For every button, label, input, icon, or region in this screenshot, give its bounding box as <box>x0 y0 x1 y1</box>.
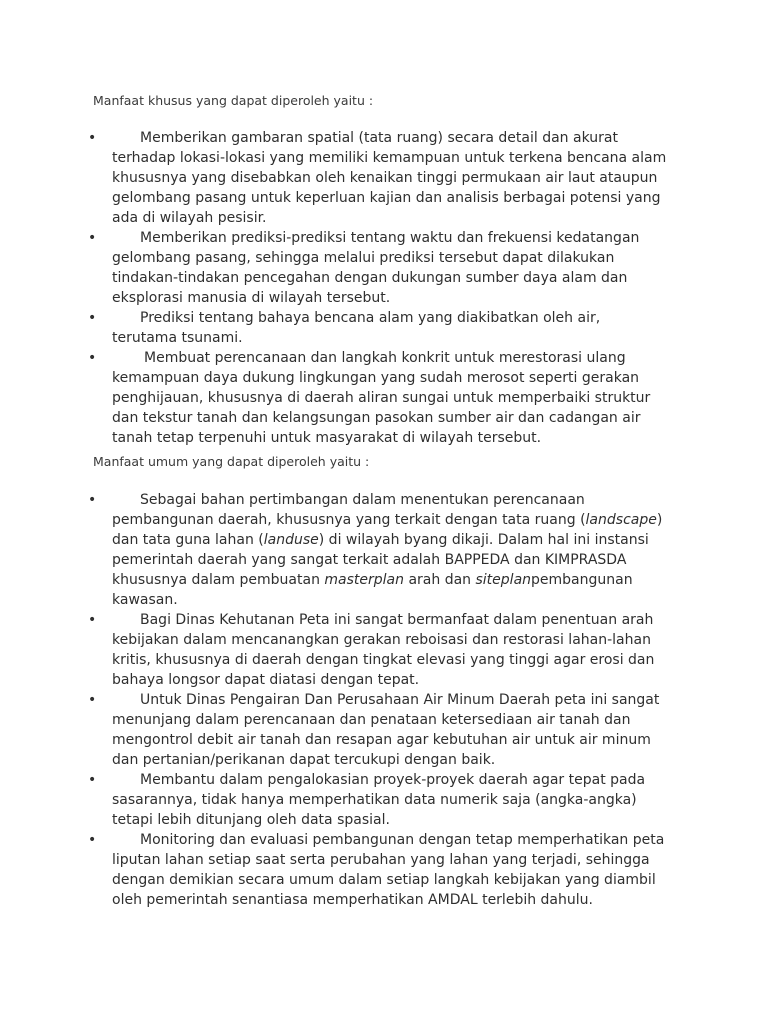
list-item-line: liputan lahan setiap saat serta perubahan yang lahan yang terjadi, sehingga <box>112 852 650 868</box>
italic-term: masterplan <box>324 572 405 588</box>
bullet-icon: • <box>88 350 97 366</box>
list-item-line: khususnya dalam pembuatan masterplan arah dan siteplanpembangunan <box>112 572 633 588</box>
list-item-line: kebijakan dalam mencanangkan gerakan reboisasi dan restorasi lahan-lahan <box>112 632 651 648</box>
italic-term: siteplan <box>475 572 532 588</box>
list-item-line: Memberikan gambaran spatial (tata ruang) secara detail dan akurat <box>140 130 618 146</box>
bullet-icon: • <box>88 772 97 788</box>
list-item-line: oleh pemerintah senantiasa memperhatikan AMDAL terlebih dahulu. <box>112 892 593 908</box>
list-item-line: Membuat perencanaan dan langkah konkrit untuk merestorasi ulang <box>144 350 626 366</box>
list-item <box>0 308 680 348</box>
list-item-line: Untuk Dinas Pengairan Dan Perusahaan Air Minum Daerah peta ini sangat <box>140 692 660 708</box>
list-item-line: pemerintah daerah yang sangat terkait adalah BAPPEDA dan KIMPRASDA <box>112 552 627 568</box>
italic-term: landuse <box>263 532 319 548</box>
list-item <box>0 490 680 610</box>
bullet-icon: • <box>88 692 97 708</box>
list-item <box>0 610 680 690</box>
bullet-icon: • <box>88 832 97 848</box>
list-item-line: kemampuan daya dukung lingkungan yang sudah merosot seperti gerakan <box>112 370 640 386</box>
list-item-line: menunjang dalam perencanaan dan penataan ketersediaan air tanah dan <box>112 712 631 728</box>
list-item-line: terhadap lokasi-lokasi yang memiliki kemampuan untuk terkena bencana alam <box>112 150 667 166</box>
list-item-line: dengan demikian secara umum dalam setiap langkah kebijakan yang diambil <box>112 872 656 888</box>
bullet-icon: • <box>88 130 97 146</box>
italic-term: landscape <box>585 512 657 528</box>
list-item-line: dan pertanian/perikanan dapat tercukupi dengan baik. <box>112 752 496 768</box>
list-item-line: Bagi Dinas Kehutanan Peta ini sangat bermanfaat dalam penentuan arah <box>140 612 654 628</box>
list-item-line: Memberikan prediksi-prediksi tentang waktu dan frekuensi kedatangan <box>140 230 640 246</box>
list-item-line: gelombang pasang, sehingga melalui prediksi tersebut dapat dilakukan <box>112 250 615 266</box>
list-item-line: kritis, khususnya di daerah dengan tingkat elevasi yang tinggi agar erosi dan <box>112 652 655 668</box>
list-item-line: Prediksi tentang bahaya bencana alam yang diakibatkan oleh air, <box>140 310 601 326</box>
list-item-line: dan tekstur tanah dan kelangsungan pasokan sumber air dan cadangan air <box>112 410 641 426</box>
list-item-line: eksplorasi manusia di wilayah tersebut. <box>112 290 391 306</box>
list-item-line: khususnya yang disebabkan oleh kenaikan tinggi permukaan air laut ataupun <box>112 170 658 186</box>
list-item-line: mengontrol debit air tanah dan resapan agar kebutuhan air untuk air minum <box>112 732 651 748</box>
section-heading-specific-benefits: Manfaat khusus yang dapat diperoleh yaitu : <box>93 93 374 108</box>
list-item-line: Sebagai bahan pertimbangan dalam menentukan perencanaan <box>140 492 585 508</box>
list-item-line: kawasan. <box>112 592 178 608</box>
general-benefits-list <box>0 490 768 910</box>
list-item <box>0 690 680 770</box>
list-item-line: terutama tsunami. <box>112 330 243 346</box>
list-item-line: bahaya longsor dapat diatasi dengan tepat. <box>112 672 420 688</box>
list-item-line: penghijauan, khususnya di daerah aliran sungai untuk memperbaiki struktur <box>112 390 651 406</box>
list-item-line: tindakan-tindakan pencegahan dengan dukungan sumber daya alam dan <box>112 270 628 286</box>
list-item <box>0 228 680 308</box>
bullet-icon: • <box>88 230 97 246</box>
list-item <box>0 128 680 228</box>
list-item-line: gelombang pasang untuk keperluan kajian dan analisis berbagai potensi yang <box>112 190 661 206</box>
list-item-line: ada di wilayah pesisir. <box>112 210 267 226</box>
list-item <box>0 770 680 830</box>
bullet-icon: • <box>88 310 97 326</box>
list-item-line: dan tata guna lahan (landuse) di wilayah byang dikaji. Dalam hal ini instansi <box>112 532 649 548</box>
section-heading-general-benefits: Manfaat umum yang dapat diperoleh yaitu : <box>93 454 370 469</box>
list-item-line: Membantu dalam pengalokasian proyek-proyek daerah agar tepat pada <box>140 772 646 788</box>
list-item <box>0 348 680 448</box>
list-item-line: pembangunan daerah, khususnya yang terkait dengan tata ruang (landscape) <box>112 512 663 528</box>
specific-benefits-list <box>0 128 768 448</box>
list-item-line: sasarannya, tidak hanya memperhatikan data numerik saja (angka-angka) <box>112 792 637 808</box>
list-item-line: tanah tetap terpenuhi untuk masyarakat di wilayah tersebut. <box>112 430 542 446</box>
list-item-line: tetapi lebih ditunjang oleh data spasial. <box>112 812 390 828</box>
list-item <box>0 830 680 910</box>
list-item-line: Monitoring dan evaluasi pembangunan dengan tetap memperhatikan peta <box>140 832 665 848</box>
bullet-icon: • <box>88 492 97 508</box>
bullet-icon: • <box>88 612 97 628</box>
